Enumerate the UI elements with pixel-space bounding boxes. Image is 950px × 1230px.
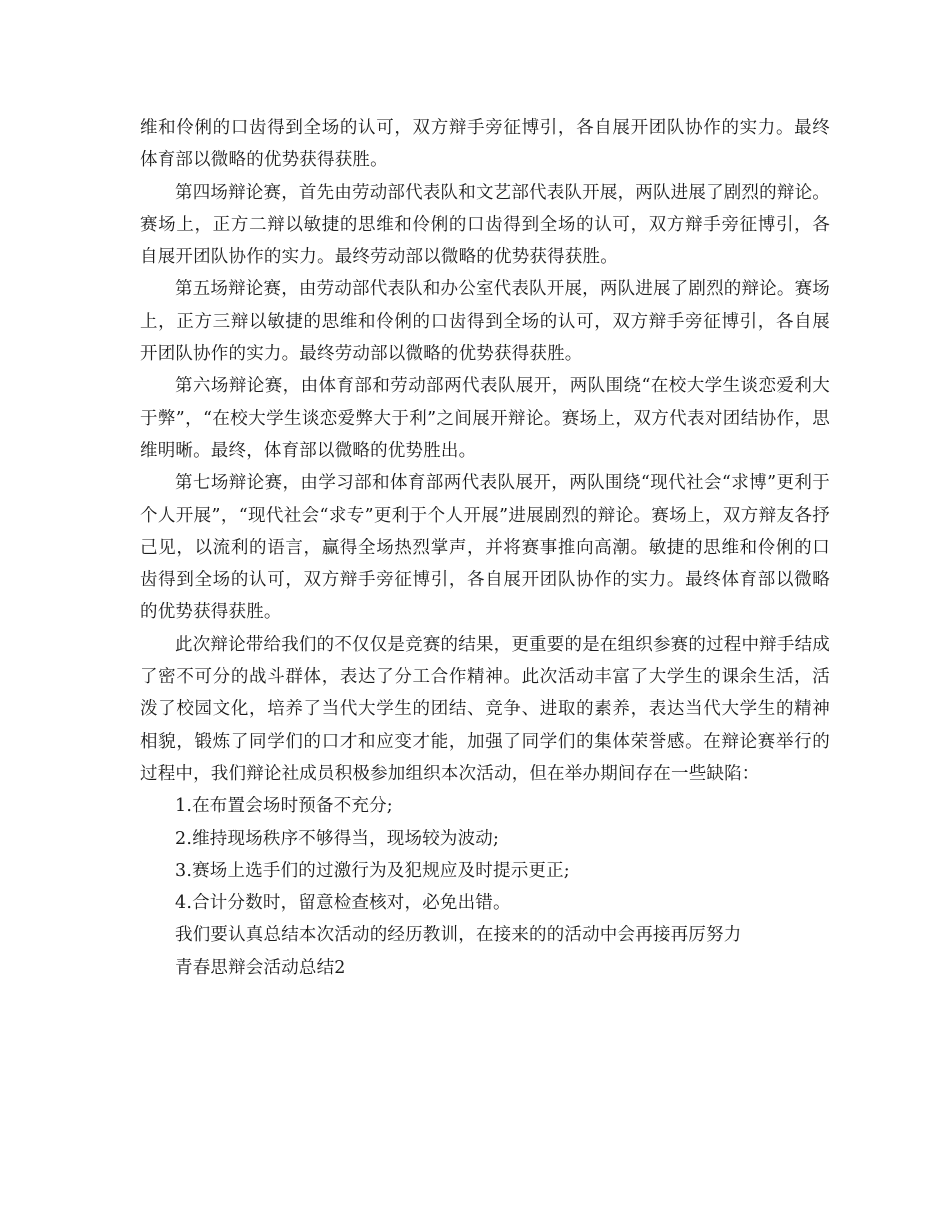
paragraph-summary: 此次辩论带给我们的不仅仅是竞赛的结果，更重要的是在组织参赛的过程中辩手结成了密不可分的战斗群体，表达了分工合作精神。此次活动丰富了大学生的课余生活，活泼了校园文化，培养了当代大学生的团结、竞争、进取的素养，表达当代大学生的精神相貌，锻炼了同学们的口才和应变才能，加强了同学们的集体荣誉感。在辩论赛举行的过程中，我们辩论社成员积极参加组织本次活动，但在举办期间存在一些缺陷： <box>140 634 830 784</box>
document-body <box>140 112 830 984</box>
section-heading: 青春思辩会活动总结2 <box>175 957 346 978</box>
list-item: 1.在布置会场时预备不充分; <box>175 796 393 817</box>
list-item: 4.合计分数时，留意检查核对，必免出错。 <box>175 893 511 914</box>
list-item: 2.维持现场秩序不够得当，现场较为波动; <box>175 828 500 849</box>
closing-sentence: 我们要认真总结本次活动的经历教训，在接来的的活动中会再接再厉努力 <box>175 925 742 946</box>
paragraph-debate-4: 第四场辩论赛，首先由劳动部代表队和文艺部代表队开展，两队进展了剧烈的辩论。赛场上，正方二辩以敏捷的思维和伶俐的口齿得到全场的认可，双方辩手旁征博引，各自展开团队协作的实力。最终劳动部以微略的优势获得获胜。 <box>140 182 830 268</box>
paragraph-debate-6: 第六场辩论赛，由体育部和劳动部两代表队展开，两队围绕“在校大学生谈恋爱利大于弊”，“在校大学生谈恋爱弊大于利”之间展开辩论。赛场上，双方代表对团结协作，思维明晰。最终，体育部以微略的优势胜出。 <box>140 376 830 461</box>
paragraph-debate-7: 第七场辩论赛，由学习部和体育部两代表队展开，两队围绕“现代社会“求博”更利于个人开展”，“现代社会“求专”更利于个人开展”进展剧烈的辩论。赛场上，双方辩友各抒己见，以流利的语言，赢得全场热烈掌声，并将赛事推向高潮。敏捷的思维和伶俐的口齿得到全场的认可，双方辩手旁征博引，各自展开团队协作的实力。最终体育部以微略的优势获得获胜。 <box>140 473 830 623</box>
list-item: 3.赛场上选手们的过激行为及犯规应及时提示更正; <box>175 860 570 881</box>
paragraph-continuation: 维和伶俐的口齿得到全场的认可，双方辩手旁征博引，各自展开团队协作的实力。最终体育部以微略的优势获得获胜。 <box>140 118 830 171</box>
paragraph-debate-5: 第五场辩论赛，由劳动部代表队和办公室代表队开展，两队进展了剧烈的辩论。赛场上，正方三辩以敏捷的思维和伶俐的口齿得到全场的认可，双方辩手旁征博引，各自展开团队协作的实力。最终劳动部以微略的优势获得获胜。 <box>140 279 830 365</box>
